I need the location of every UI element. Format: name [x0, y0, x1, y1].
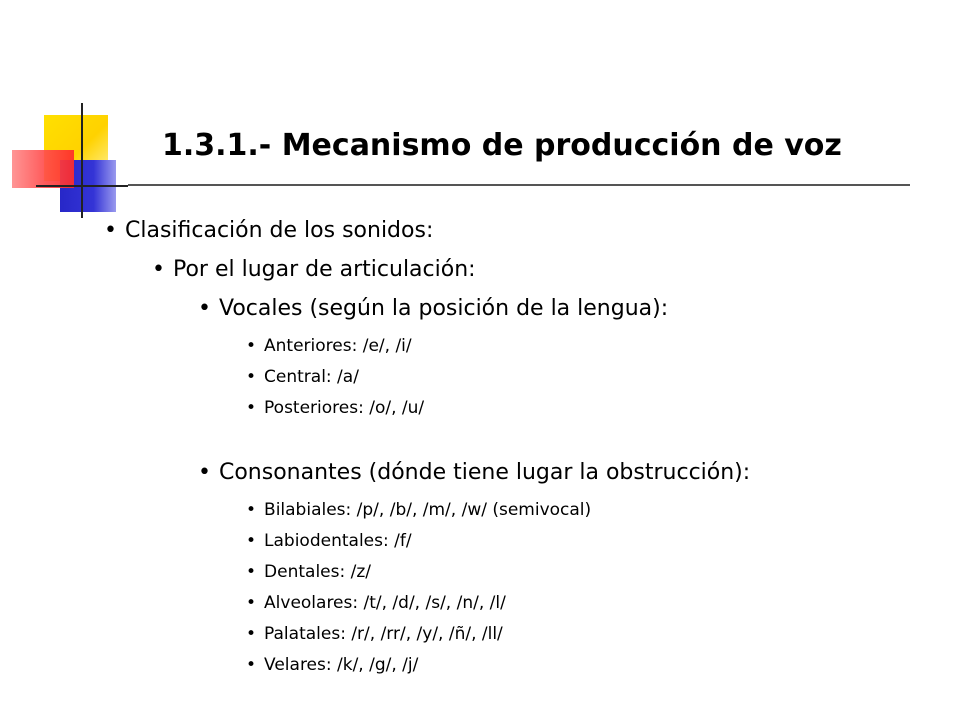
list-item: [246, 593, 506, 613]
bullet-text: Anteriores: /e/, /i/: [264, 336, 412, 356]
list-item: [246, 500, 591, 520]
list-item: [246, 398, 424, 418]
bullet-icon: •: [246, 593, 257, 613]
list-item: [246, 655, 418, 675]
bullet-icon: •: [198, 460, 211, 485]
bullet-level2: [152, 257, 476, 282]
bullet-text: Consonantes (dónde tiene lugar la obstrucción):: [218, 460, 751, 485]
bullet-level1: [104, 218, 433, 243]
bullet-icon: •: [198, 296, 211, 321]
bullet-consonantes-heading: [198, 460, 750, 485]
title-underline-rule: [128, 184, 910, 186]
bullet-icon: •: [246, 624, 257, 644]
bullet-icon: •: [246, 367, 257, 387]
decor-short-horizontal-line: [36, 185, 128, 187]
bullet-icon: •: [246, 398, 257, 418]
bullet-text: Vocales (según la posición de la lengua):: [218, 296, 669, 321]
slide-title: 1.3.1.- Mecanismo de producción de voz: [162, 128, 842, 163]
list-item: [246, 336, 412, 356]
decor-vertical-line: [81, 103, 83, 218]
bullet-text: Alveolares: /t/, /d/, /s/, /n/, /l/: [264, 593, 506, 613]
bullet-text: Clasificación de los sonidos:: [124, 218, 434, 243]
list-item: [246, 367, 359, 387]
bullet-icon: •: [246, 562, 257, 582]
bullet-icon: •: [246, 336, 257, 356]
bullet-icon: •: [246, 531, 257, 551]
bullet-text: Bilabiales: /p/, /b/, /m/, /w/ (semivocal): [264, 500, 592, 520]
bullet-text: Dentales: /z/: [264, 562, 371, 582]
list-item: [246, 624, 503, 644]
list-item: [246, 531, 412, 551]
bullet-text: Central: /a/: [264, 367, 359, 387]
bullet-icon: •: [152, 257, 165, 282]
bullet-icon: •: [104, 218, 117, 243]
bullet-text: Por el lugar de articulación:: [172, 257, 476, 282]
bullet-text: Labiodentales: /f/: [264, 531, 412, 551]
bullet-text: Palatales: /r/, /rr/, /y/, /ñ/, /ll/: [264, 624, 503, 644]
bullet-text: Posteriores: /o/, /u/: [264, 398, 425, 418]
bullet-icon: •: [246, 655, 257, 675]
bullet-vocales-heading: [198, 296, 668, 321]
decor-red-bar: [12, 150, 74, 188]
bullet-icon: •: [246, 500, 257, 520]
list-item: [246, 562, 371, 582]
bullet-text: Velares: /k/, /g/, /j/: [264, 655, 419, 675]
